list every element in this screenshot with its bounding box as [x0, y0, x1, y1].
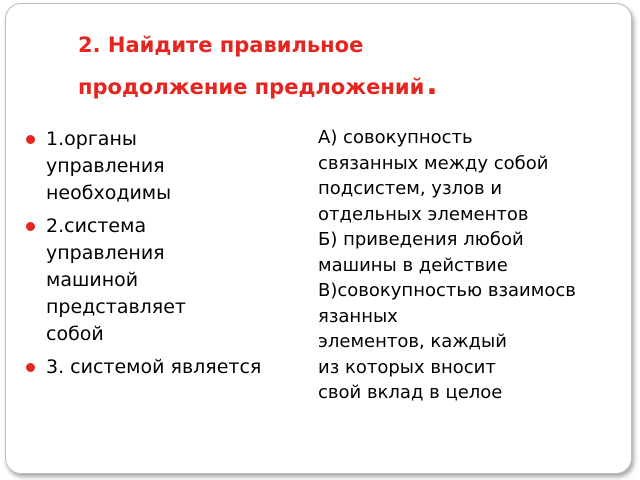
statement-item	[26, 126, 296, 207]
answer-line: язанных	[318, 305, 398, 327]
title-end-mark: .	[426, 67, 438, 102]
title-line: 2. Найдите правильное	[78, 33, 364, 57]
bullet-icon	[26, 222, 35, 231]
answer-line: подсистем, узлов и	[318, 178, 503, 199]
answer-line: А) совокупность	[318, 127, 473, 148]
answer-line: Б) приведения любой	[318, 229, 524, 250]
statement-line: собой	[46, 323, 104, 345]
statement-line: 1.органы	[46, 128, 137, 150]
statement-line: 2.система	[46, 215, 147, 237]
answer-line: свой вклад в целое	[318, 382, 503, 403]
slide-title	[78, 26, 578, 107]
statement-item	[26, 213, 296, 348]
answer-line: из которых вносит	[318, 356, 496, 378]
statement-line: 3. системой является	[46, 356, 262, 378]
statement-list	[26, 126, 296, 387]
answer-line: элементов, каждый	[318, 331, 507, 352]
bullet-icon	[26, 135, 35, 144]
statement-item	[26, 354, 296, 381]
bullet-icon	[26, 363, 35, 372]
statement-line: машиной	[46, 269, 139, 291]
statement-line: управления	[46, 242, 165, 264]
answer-options	[318, 125, 638, 406]
answer-line: В)совокупностью взаимосв	[318, 280, 576, 301]
answer-line: машины в действие	[318, 254, 508, 276]
slide	[5, 3, 632, 474]
title-line	[78, 65, 578, 107]
title-line-text: продолжение предложений	[78, 75, 425, 99]
statement-line: необходимы	[46, 182, 172, 204]
answer-line: связанных между собой	[318, 152, 549, 174]
statement-line: представляет	[46, 296, 186, 318]
answer-line: отдельных элементов	[318, 203, 529, 225]
statement-line: управления	[46, 155, 165, 177]
